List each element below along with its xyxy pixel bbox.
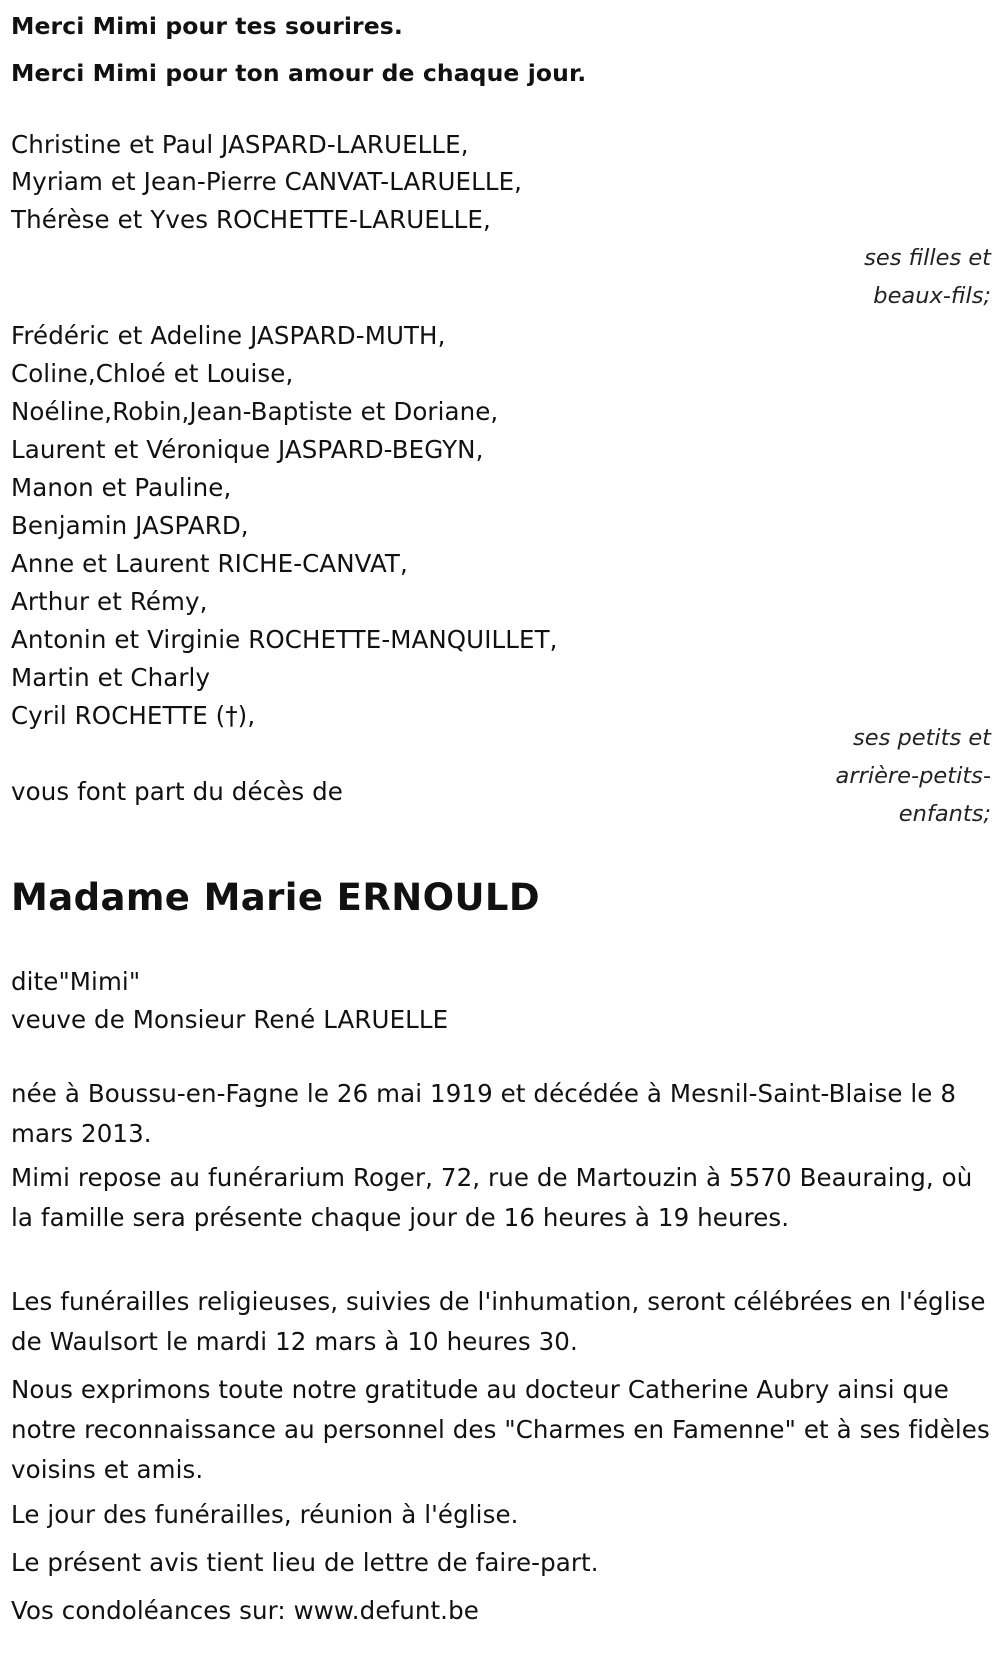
reunion-paragraph: Le jour des funérailles, réunion à l'église. (11, 1500, 519, 1529)
relationship-label: arrière-petits- (835, 763, 991, 789)
announcement-line: vous font part du décès de (11, 777, 343, 806)
birth-death-paragraph: née à Boussu-en-Fagne le 26 mai 1919 et décédée à Mesnil-Saint-Blaise le 8 mars 2013. (11, 1079, 957, 1148)
family-line: Anne et Laurent RICHE-CANVAT, (11, 549, 408, 578)
family-line: Frédéric et Adeline JASPARD-MUTH, (11, 321, 446, 350)
family-line: Martin et Charly (11, 663, 211, 692)
family-line: Benjamin JASPARD, (11, 511, 249, 540)
deceased-name: Madame Marie ERNOULD (11, 876, 540, 919)
relationship-label: ses petits et (853, 725, 991, 751)
family-line: Antonin et Virginie ROCHETTE-MANQUILLET, (11, 625, 558, 654)
family-line: Christine et Paul JASPARD-LARUELLE, (11, 130, 469, 159)
family-line: Cyril ROCHETTE (†), (11, 701, 256, 730)
visitation-paragraph: Mimi repose au funérarium Roger, 72, rue de Martouzin à 5570 Beauraing, où la famille sera présente chaque jour de 16 heures à 19 heures. (11, 1163, 973, 1232)
gratitude-paragraph: Nous exprimons toute notre gratitude au docteur Catherine Aubry ainsi que notre reconnaissance au personnel des "Charmes en Famenne" et à ses fidèles voisins et amis. (11, 1375, 990, 1484)
obituary-notice (11, 0, 991, 1674)
thanks-line: Merci Mimi pour tes sourires. (11, 12, 403, 40)
family-line: Laurent et Véronique JASPARD-BEGYN, (11, 435, 484, 464)
family-line: Myriam et Jean-Pierre CANVAT-LARUELLE, (11, 167, 523, 196)
family-line: Manon et Pauline, (11, 473, 232, 502)
family-line: Arthur et Rémy, (11, 587, 208, 616)
family-line: Noéline,Robin,Jean-Baptiste et Doriane, (11, 397, 499, 426)
relationship-label: ses filles et (864, 245, 991, 271)
nickname-line: dite"Mimi" (11, 967, 141, 996)
relationship-label: beaux-fils; (873, 283, 991, 309)
thanks-line: Merci Mimi pour ton amour de chaque jour. (11, 59, 587, 87)
funeral-paragraph: Les funérailles religieuses, suivies de l'inhumation, seront célébrées en l'église de Waulsort le mardi 12 mars à 10 heures 30. (11, 1287, 986, 1356)
relationship-label: enfants; (898, 801, 991, 827)
condolences-paragraph: Vos condoléances sur: www.defunt.be (11, 1596, 479, 1625)
family-line: Coline,Chloé et Louise, (11, 359, 294, 388)
family-line: Thérèse et Yves ROCHETTE-LARUELLE, (11, 205, 491, 234)
notice-paragraph: Le présent avis tient lieu de lettre de faire-part. (11, 1548, 599, 1577)
widow-line: veuve de Monsieur René LARUELLE (11, 1005, 449, 1034)
